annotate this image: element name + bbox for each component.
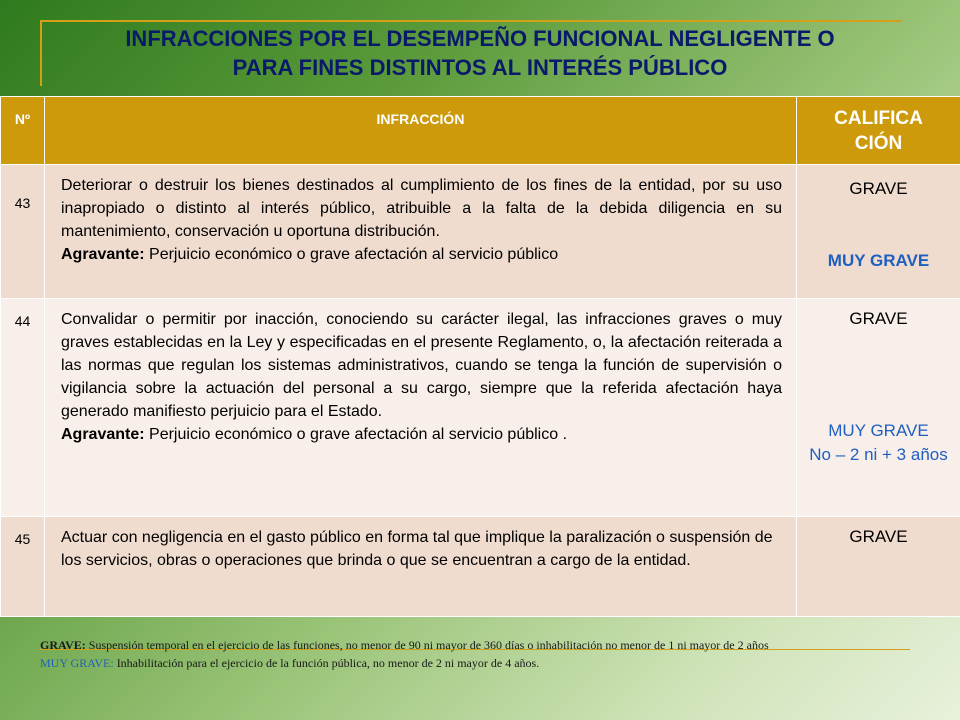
cal-grave: GRAVE [849,527,908,546]
table-row [1,165,960,299]
row-description [45,517,797,617]
infractions-table [0,96,960,617]
table-row [1,517,960,617]
cal-grave: GRAVE [849,309,908,328]
header-num: Nº [1,97,45,165]
legend-muy-grave [40,654,955,672]
row-num: 44 [1,299,45,517]
row-calificacion [797,165,960,299]
header-infraccion: INFRACCIÓN [45,97,797,165]
legend-grave-key: GRAVE: [40,638,86,652]
cal-muy-grave: MUY GRAVE [827,251,930,270]
title-line-2: PARA FINES DISTINTOS AL INTERÉS PÚBLICO [232,55,728,80]
row-calificacion [797,517,960,617]
row-agravante [61,243,782,266]
agravante-text: Perjuicio económico o grave afectación al servicio público . [149,426,568,443]
legend-muy-grave-text: Inhabilitación para el ejercicio de la función pública, no menor de 2 ni mayor de 4 años. [116,656,540,670]
page-title [40,24,920,82]
header-calificacion [797,97,960,165]
row-description [45,299,797,517]
table-row [1,299,960,517]
row-calificacion [797,299,960,517]
row-agravante [61,423,782,446]
header-calificacion-label: CALIFICACIÓN [834,107,923,154]
cal-range: No – 2 ni + 3 años [809,445,948,464]
row-desc-text: Actuar con negligencia en el gasto público en forma tal que implique la paralización o suspensión de los servicios, obras o operaciones que brinda o que se encuentran a cargo de la entidad. [61,529,773,569]
row-desc-text: Convalidar o permitir por inacción, conociendo su carácter ilegal, las infracciones graves o muy graves establecidas en la Ley y especificadas en el presente Reglamento, o, la afectación reiterada a las normas que regulan los sistemas administrativos, cuando se tenga la función de supervisión o vigilancia sobre la actuación del personal a su cargo, siempre que la referida afectación haya generado manifiesto perjuicio para el Estado. [61,311,782,420]
agravante-label: Agravante: [61,426,145,443]
row-num: 45 [1,517,45,617]
title-line-1: INFRACCIONES POR EL DESEMPEÑO FUNCIONAL NEGLIGENTE O [125,26,835,51]
legend-grave-text: Suspensión temporal en el ejercicio de las funciones, no menor de 90 ni mayor de 360 días o inhabilitación no menor de 1 ni mayor de 2 años [88,638,769,652]
cal-grave: GRAVE [849,179,908,198]
agravante-label: Agravante: [61,246,145,263]
row-desc-text: Deteriorar o destruir los bienes destinados al cumplimiento de los fines de la entidad, por su uso inapropiado o distinto al interés público, atribuible a la falta de la debida diligencia en su mantenimiento, conservación u oportuna distribución. [61,177,782,240]
row-num: 43 [1,165,45,299]
agravante-text: Perjuicio económico o grave afectación al servicio público [149,246,559,263]
row-description [45,165,797,299]
cal-muy-grave: MUY GRAVE [828,421,929,440]
table-header-row [1,97,960,165]
legend-muy-grave-key: MUY GRAVE: [40,656,114,670]
legend-grave [40,636,955,654]
legend [40,636,955,672]
